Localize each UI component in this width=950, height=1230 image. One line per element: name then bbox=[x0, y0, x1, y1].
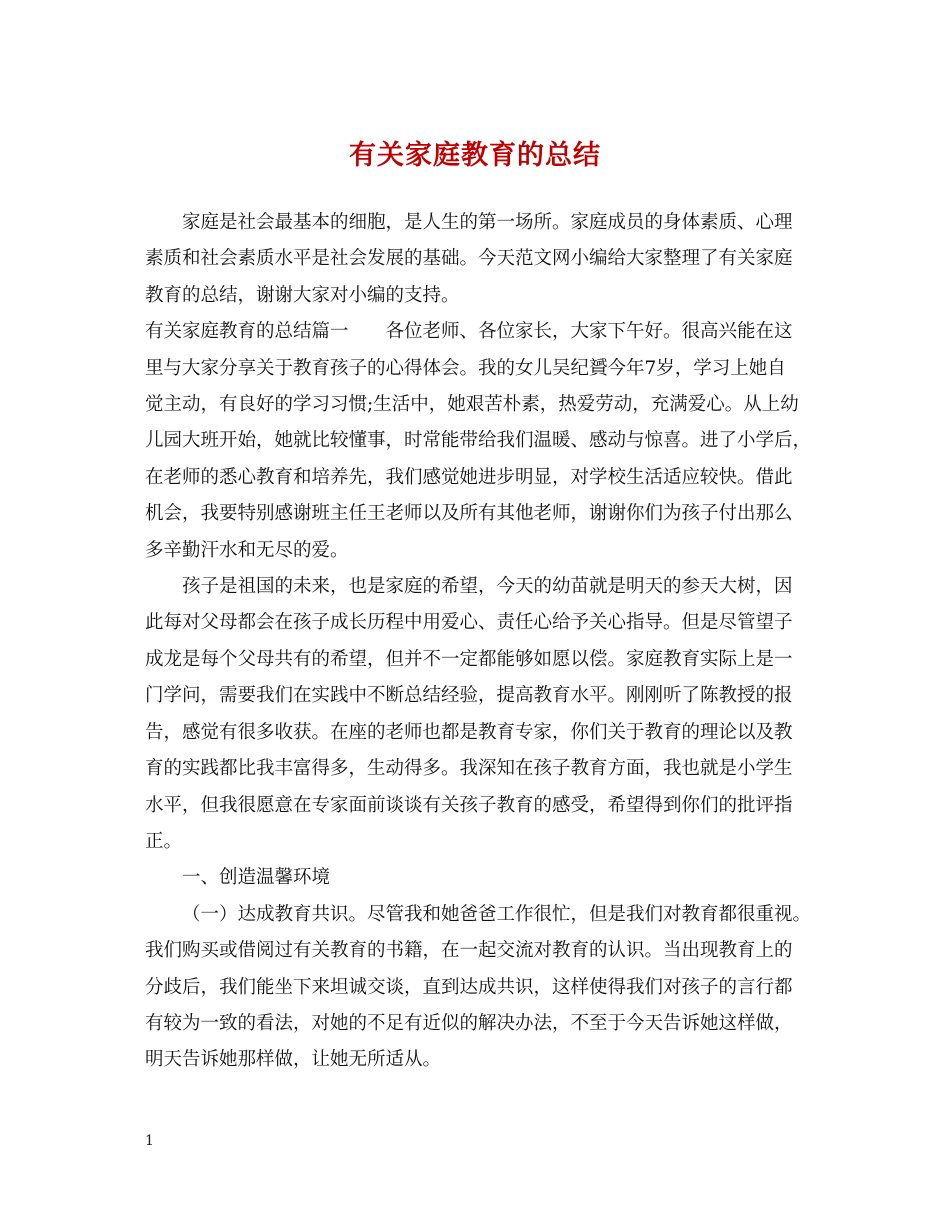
section-line: 各位老师、各位家长，大家下午好。很高兴能在这 bbox=[385, 321, 793, 343]
paragraph-line: 孩子是祖国的未来，也是家庭的希望，今天的幼苗就是明天的参天大树，因 bbox=[182, 576, 793, 598]
document-body bbox=[145, 205, 812, 1079]
paragraph-line: 成龙是每个父母共有的希望，但并不一定都能够如愿以偿。家庭教育实际上是一 bbox=[145, 648, 793, 670]
subheading: 一、创造温馨环境 bbox=[182, 867, 331, 889]
paragraph-line: 我们购买或借阅过有关教育的书籍，在一起交流对教育的认识。当出现教育上的 bbox=[145, 940, 793, 962]
section-line: 在老师的悉心教育和培养先，我们感觉她进步明显，对学校生活适应较快。借此 bbox=[145, 466, 793, 488]
page-number: 1 bbox=[145, 1133, 154, 1149]
intro-line: 家庭是社会最基本的细胞，是人生的第一场所。家庭成员的身体素质、心理 bbox=[182, 212, 793, 233]
intro-line: 教育的总结，谢谢大家对小编的支持。 bbox=[145, 284, 460, 306]
paragraph-line: 分歧后，我们能坐下来坦诚交谈，直到达成共识，这样使得我们对孩子的言行都 bbox=[145, 976, 793, 998]
section-line: 里与大家分享关于教育孩子的心得体会。我的女儿吴纪贇今年7岁，学习上她自 bbox=[145, 357, 786, 379]
section-first-line bbox=[145, 314, 808, 350]
paragraph-line: （一）达成教育共识。尽管我和她爸爸工作很忙，但是我们对教育都很重视。 bbox=[182, 903, 812, 925]
paragraph-line: 育的实践都比我丰富得多，生动得多。我深知在孩子教育方面，我也就是小学生 bbox=[145, 758, 793, 780]
section-line: 机会，我要特别感谢班主任王老师以及所有其他老师，谢谢你们为孩子付出那么 bbox=[145, 503, 793, 525]
paragraph-3 bbox=[145, 569, 808, 860]
paragraph-line: 此每对父母都会在孩子成长历程中用爱心、责任心给予关心指导。但是尽管望子 bbox=[145, 612, 793, 634]
intro-line: 素质和社会素质水平是社会发展的基础。今天范文网小编给大家整理了有关家庭 bbox=[145, 248, 793, 270]
paragraph-line: 门学问，需要我们在实践中不断总结经验，提高教育水平。刚刚听了陈教授的报 bbox=[145, 685, 793, 707]
paragraph-line: 正。 bbox=[145, 830, 183, 852]
subheading-paragraph bbox=[145, 860, 808, 896]
document-title: 有关家庭教育的总结 bbox=[349, 140, 601, 171]
section-paragraph bbox=[145, 314, 812, 569]
paragraph-4 bbox=[145, 897, 812, 1079]
paragraph-line: 水平，但我很愿意在专家面前谈谈有关孩子教育的感受，希望得到你们的批评指 bbox=[145, 794, 793, 816]
section-line: 儿园大班开始，她就比较懂事，时常能带给我们温暖、感动与惊喜。进了小学后， bbox=[145, 430, 812, 452]
section-line: 多辛勤汗水和无尽的爱。 bbox=[145, 539, 349, 561]
section-line: 觉主动，有良好的学习习惯;生活中，她艰苦朴素，热爱劳动，充满爱心。从上幼 bbox=[145, 394, 799, 416]
intro-paragraph bbox=[145, 205, 808, 314]
section-heading: 有关家庭教育的总结篇一 bbox=[145, 321, 349, 343]
paragraph-line: 明天告诉她那样做，让她无所适从。 bbox=[145, 1049, 442, 1071]
paragraph-line: 有较为一致的看法，对她的不足有近似的解决办法，不至于今天告诉她这样做， bbox=[145, 1012, 793, 1034]
paragraph-line: 告，感觉有很多收获。在座的老师也都是教育专家，你们关于教育的理论以及教 bbox=[145, 721, 793, 743]
